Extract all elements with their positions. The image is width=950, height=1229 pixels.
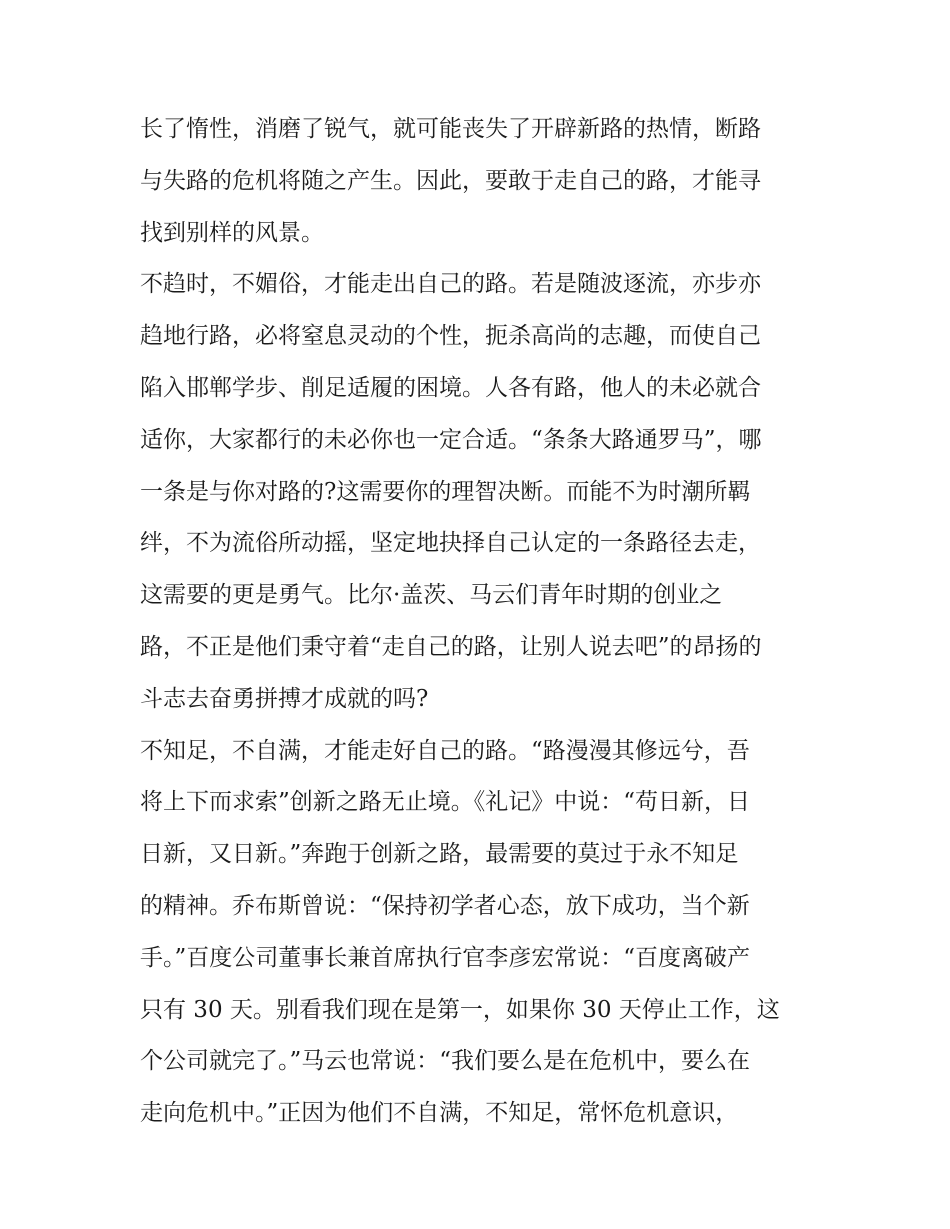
text-line: 的精神。乔布斯曾说：“保持初学者心态，放下成功，当个新 xyxy=(140,892,750,919)
text-line: 长了惰性，消磨了锐气，就可能丧失了开辟新路的热情，断路 xyxy=(140,116,761,142)
text-line: 不知足，不自满，才能走好自己的路。“路漫漫其修远兮，吾 xyxy=(140,737,750,764)
essay-body xyxy=(140,104,830,1140)
text-line: 一条是与你对路的?这需要你的理智决断。而能不为时潮所羁 xyxy=(140,478,751,505)
text-line: 路，不正是他们秉守着“走自己的路，让别人说去吧”的昂扬的 xyxy=(140,633,762,660)
text-line: 个公司就完了。”马云也常说：“我们要么是在危机中，要么在 xyxy=(140,1048,751,1075)
text-line: 手。”百度公司董事长兼首席执行官李彦宏常说：“百度离破产 xyxy=(140,944,751,971)
text-line: 走向危机中。”正因为他们不自满，不知足，常怀危机意识， xyxy=(140,1100,739,1127)
text-line: 绊，不为流俗所动摇，坚定地抉择自己认定的一条路径去走， xyxy=(140,530,761,557)
text-line: 适你，大家都行的未必你也一定合适。“条条大路通罗马”，哪 xyxy=(140,426,762,453)
text-line: 这需要的更是勇气。比尔·盖茨、马云们青年时期的创业之 xyxy=(140,582,723,609)
text-line: 只有 30 天。别看我们现在是第一，如果你 30 天停止工作，这 xyxy=(140,996,780,1023)
text-line: 斗志去奋勇拼搏才成就的吗? xyxy=(140,685,429,712)
text-line: 与失路的危机将随之产生。因此，要敢于走自己的路，才能寻 xyxy=(140,167,761,194)
text-line: 找到别样的风景。 xyxy=(140,219,324,246)
text-line: 日新，又日新。”奔跑于创新之路，最需要的莫过于永不知足 xyxy=(140,841,739,868)
text-line: 陷入邯郸学步、削足适履的困境。人各有路，他人的未必就合 xyxy=(140,374,761,401)
text-line: 趋地行路，必将窒息灵动的个性，扼杀高尚的志趣，而使自己 xyxy=(140,323,761,350)
text-line: 不趋时，不媚俗，才能走出自己的路。若是随波逐流，亦步亦 xyxy=(140,271,761,298)
text-line: 将上下而求索”创新之路无止境。《礼记》中说：“苟日新，日 xyxy=(140,789,751,816)
